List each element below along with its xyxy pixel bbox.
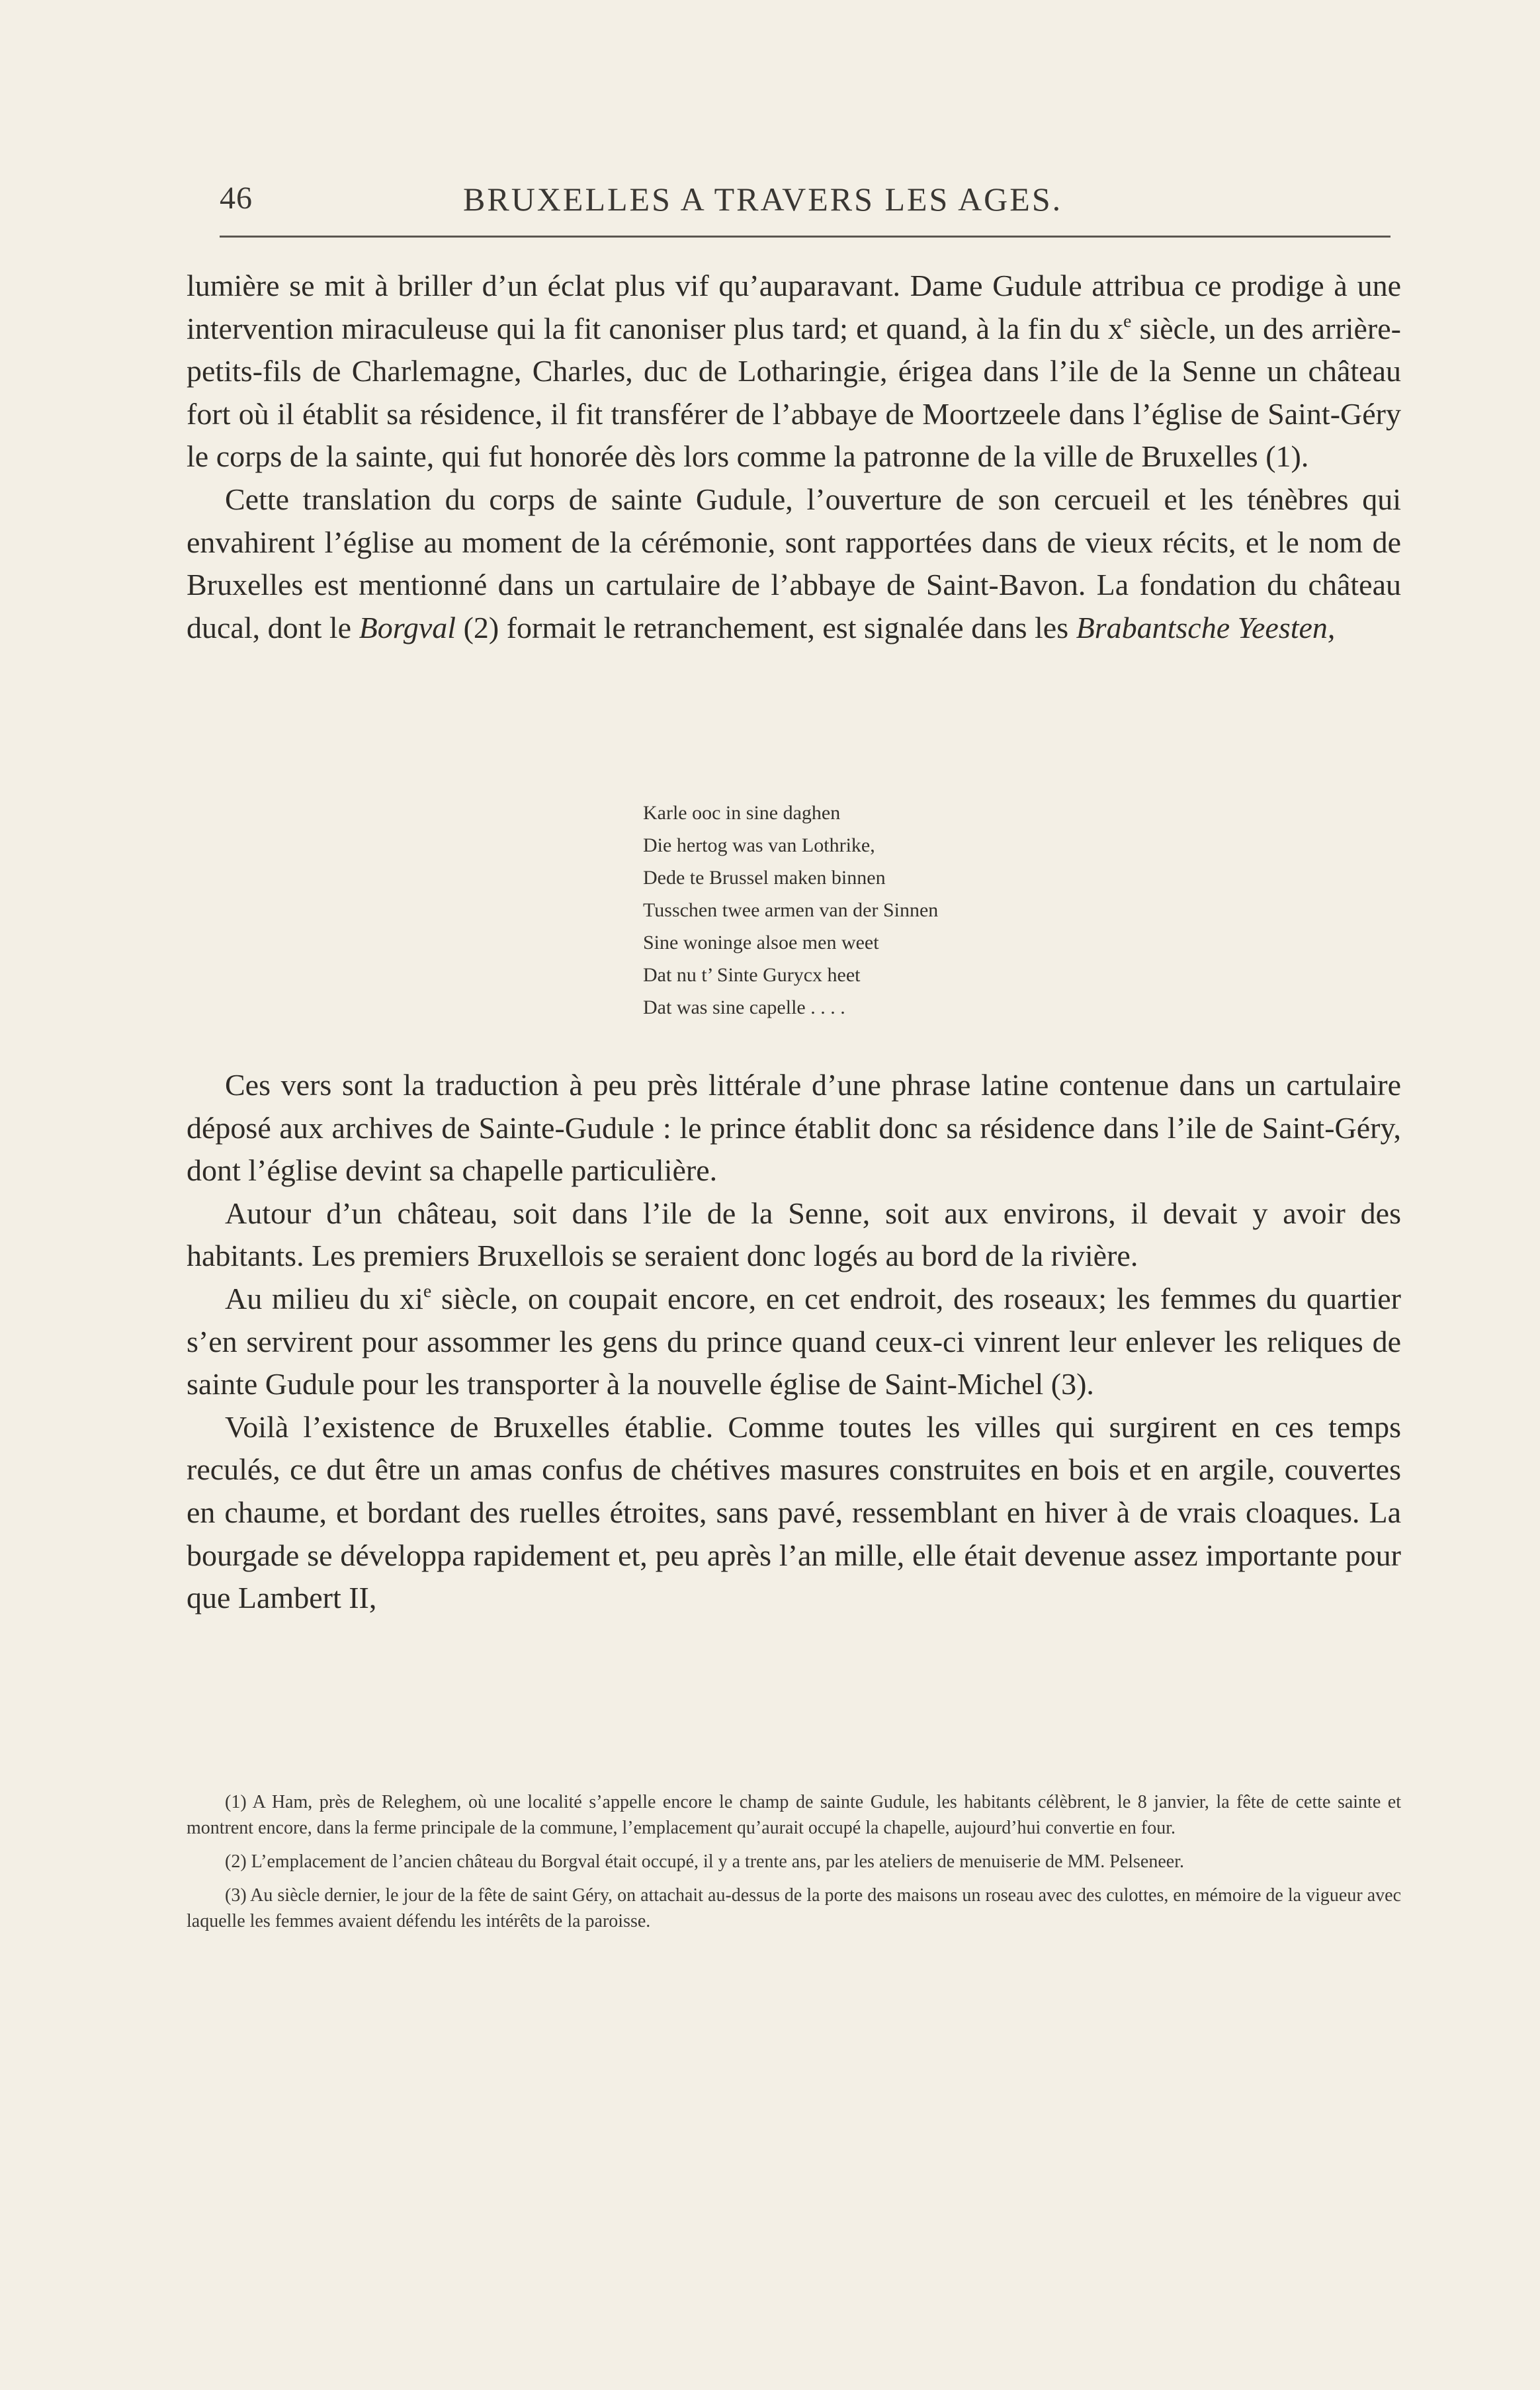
footnote: (1) A Ham, près de Releghem, où une localité s’appelle encore le champ de sainte Gudule, les habitants célèbrent, le 8 janvier, la fête de cette sainte et montrent encore, dans la ferme principale de la commune, l’emplacement qu’aurait occupé la chapelle, aujourd’hui convertie en four. — [187, 1792, 1401, 1838]
paragraph-text: Au milieu du xi — [225, 1281, 423, 1315]
paragraph-text: (2) formait le retranchement, est signalée dans les — [456, 610, 1076, 644]
paragraph: Autour d’un château, soit dans l’ile de la Senne, soit aux environs, il devait y avoir des habitants. Les premiers Bruxellois se seraient donc logés au bord de la rivière. — [187, 1196, 1401, 1273]
paragraph-text: siècle, un des arrière-petits-fils de Charlemagne, Charles, duc de Lotharingie, érigea dans l’ile de la Senne un château fort où il établit sa résidence, il fit transférer de l’abbaye de Moortzeele dans l’église de Saint-Géry le corps de la sainte, qui fut honorée dès lors comme la patronne de la ville de Bruxelles (1). — [187, 311, 1401, 474]
main-text-top — [187, 265, 1401, 649]
superscript: e — [1123, 310, 1132, 331]
paragraph-text: Cette translation du corps de sainte Gudule, l’ouverture de son cercueil et les ténèbres qui envahirent l’église au moment de la cérémonie, sont rapportées dans de vieux récits, et le nom de Bruxelles est mentionné dans un cartulaire de l’abbaye de Saint-Bavon. La fondation du château ducal, dont le — [187, 482, 1401, 644]
paragraph — [187, 1278, 1401, 1406]
paragraph: Ces vers sont la traduction à peu près littérale d’une phrase latine contenue dans un cartulaire déposé aux archives de Sainte-Gudule : le prince établit donc sa résidence dans l’ile de Saint-Géry, dont l’église devint sa chapelle particulière. — [187, 1068, 1401, 1188]
paragraph-text: siècle, on coupait encore, en cet endroit, des roseaux; les femmes du quartier s’en servirent pour assommer les gens du prince quand ceux-ci vinrent leur enlever les reliques de sainte Gudule pour les transporter à la nouvelle église de Saint-Michel (3). — [187, 1281, 1401, 1401]
paragraph-text: lumière se mit à briller d’un éclat plus vif qu’auparavant. Dame Gudule attribua ce prodige à une intervention miraculeuse qui la fit canoniser plus tard; et quand, à la fin du x — [187, 269, 1401, 345]
italic-title: Brabantsche Yeesten, — [1076, 610, 1336, 644]
page-number: 46 — [220, 181, 253, 216]
verse-line: Dat was sine capelle . . . . — [643, 996, 845, 1018]
main-text-bottom — [187, 1064, 1401, 1620]
verse-line: Dede te Brussel maken binnen — [643, 867, 886, 889]
header-rule — [220, 236, 1390, 238]
paragraph — [187, 478, 1401, 649]
verse-quotation — [643, 797, 1238, 1024]
superscript: e — [423, 1280, 432, 1301]
verse-line: Dat nu t’ Sinte Gurycx heet — [643, 964, 861, 986]
verse-line: Karle ooc in sine daghen — [643, 802, 841, 824]
italic-term: Borgval — [359, 610, 456, 644]
verse-line: Die hertog was van Lothrike, — [643, 834, 875, 856]
footnote: (3) Au siècle dernier, le jour de la fête de saint Géry, on attachait au-dessus de la porte des maisons un roseau avec des culottes, en mémoire de la vigueur avec laquelle les femmes avaient défendu les intérêts de la paroisse. — [187, 1885, 1401, 1931]
paragraph — [187, 265, 1401, 478]
running-head: BRUXELLES A TRAVERS LES AGES. — [463, 181, 1063, 218]
verse-line: Tusschen twee armen van der Sinnen — [643, 899, 939, 921]
verse-line: Sine woninge alsoe men weet — [643, 932, 879, 953]
paragraph: Voilà l’existence de Bruxelles établie. Comme toutes les villes qui surgirent en ces temps reculés, ce dut être un amas confus de chétives masures construites en bois et en argile, couvertes en chaume, et bordant des ruelles étroites, sans pavé, ressemblant en hiver à de vrais cloaques. La bourgade se développa rapidement et, peu après l’an mille, elle était devenue assez importante pour que Lambert II, — [187, 1409, 1401, 1615]
footnote: (2) L’emplacement de l’ancien château du Borgval était occupé, il y a trente ans, par les ateliers de menuiserie de MM. Pelseneer. — [225, 1851, 1184, 1872]
footnotes — [187, 1789, 1401, 1942]
